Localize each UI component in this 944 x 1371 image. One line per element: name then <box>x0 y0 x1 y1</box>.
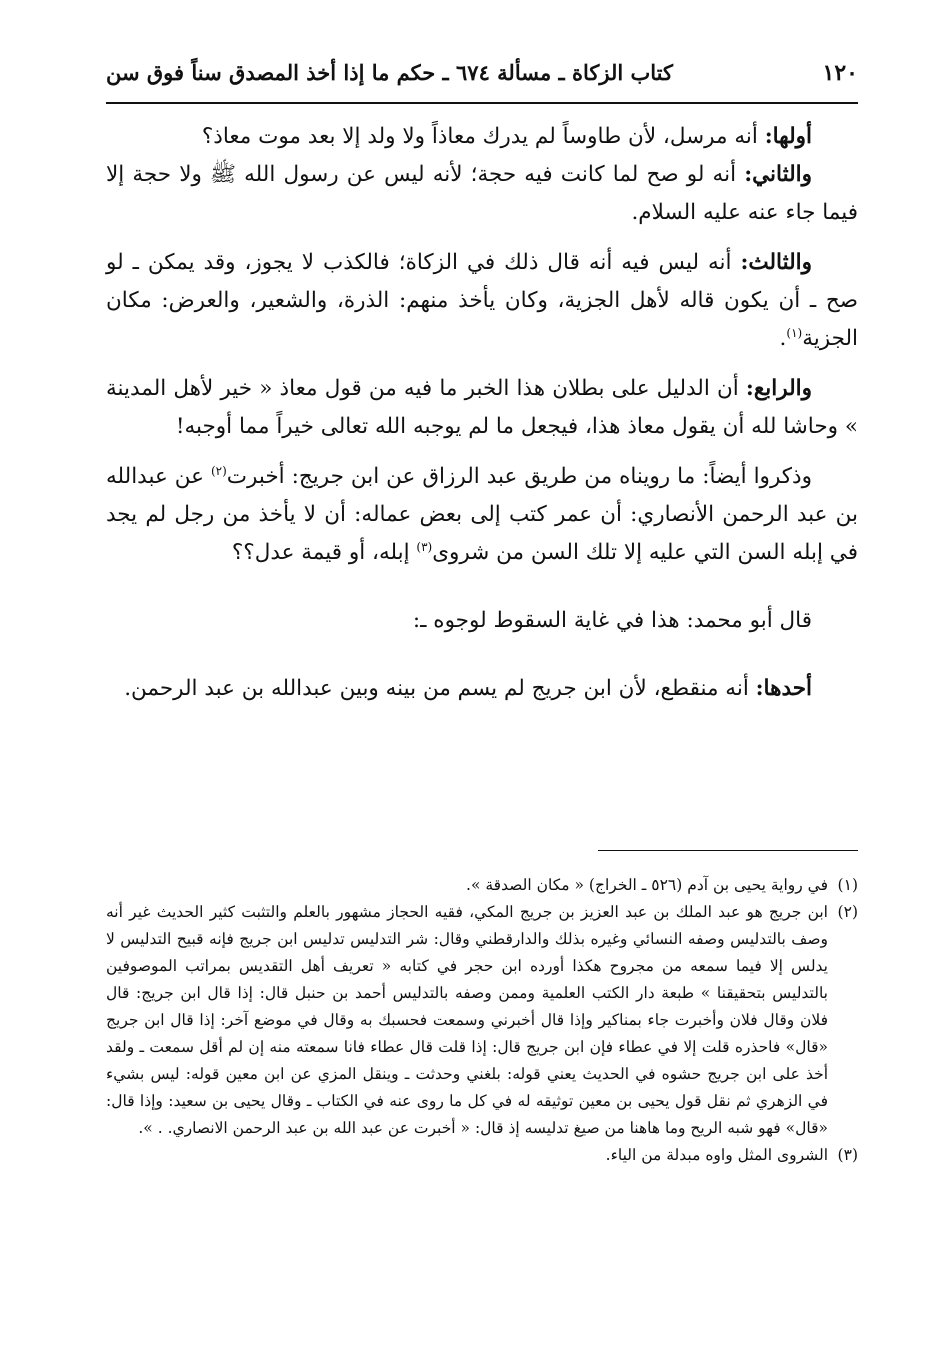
paragraph-narration <box>106 458 858 572</box>
paragraph-fourth-reason <box>106 370 858 446</box>
paragraph-lead: والثالث: <box>740 250 812 275</box>
paragraph-text: قال أبو محمد: هذا في غاية السقوط لوجوه ـ: <box>412 608 812 633</box>
page-header <box>106 58 858 104</box>
footnotes <box>106 872 858 1169</box>
footnote-ref-3[interactable]: (٣) <box>416 539 433 554</box>
main-text <box>106 118 858 708</box>
footnote-1 <box>106 872 858 899</box>
paragraph-text: عن عبدالله بن عبد الرحمن الأنصاري: أن عمر كتب إلى بعض عماله: أن لا يأخذ من رجل لم يجد في إبله السن التي عليه إلا تلك السن من شروى <box>106 464 858 565</box>
paragraph-second-reason <box>106 156 858 232</box>
running-title: كتاب الزكاة ـ مسألة ٦٧٤ ـ حكم ما إذا أخذ المصدق سناً فوق سن <box>106 60 674 85</box>
paragraph-abu-muhammad <box>106 602 858 640</box>
paragraph-lead: والثاني: <box>744 162 812 187</box>
paragraph-text: أنه لو صح لما كانت فيه حجة؛ لأنه ليس عن رسول الله ﷺ ولا حجة إلا فيما جاء عنه عليه السلام. <box>106 162 858 225</box>
paragraph-first-reason <box>106 118 858 156</box>
paragraph-text: أنه مرسل، لأن طاوساً لم يدرك معاذاً ولا ولد إلا بعد موت معاذ؟ <box>201 124 765 149</box>
footnote-ref-2[interactable]: (٢) <box>210 463 227 478</box>
paragraph-text: أنه ليس فيه أنه قال ذلك في الزكاة؛ فالكذب لا يجوز، وقد يمكن ـ لو صح ـ أن يكون قاله لأهل الجزية، وكان يأخذ منهم: الذرة، والشعير، والعرض: مكان الجزية <box>106 250 858 351</box>
footnote-text: في رواية يحيى بن آدم (٥٢٦ ـ الخراج) « مكان الصدقة ». <box>466 876 828 894</box>
paragraph-text: إبله، أو قيمة عدل؟؟ <box>231 540 417 565</box>
footnote-text: الشروى المثل واوه مبدلة من الياء. <box>605 1146 828 1164</box>
paragraph-text: أن الدليل على بطلان هذا الخبر ما فيه من قول معاذ « خير لأهل المدينة » وحاشا لله أن يقول معاذ هذا، فيجعل ما لم يوجبه الله تعالى خيراً مما أوجبه! <box>106 376 858 439</box>
footnote-3 <box>106 1142 858 1169</box>
footnote-divider <box>598 850 858 851</box>
footnote-number: (٣) <box>837 1146 858 1164</box>
paragraph-tail: . <box>779 326 787 351</box>
footnote-2 <box>106 899 858 1142</box>
paragraph-text: وذكروا أيضاً: ما رويناه من طريق عبد الرزاق عن ابن جريج: أخبرت <box>226 464 812 489</box>
paragraph-text: أنه منقطع، لأن ابن جريج لم يسم من بينه وبين عبدالله بن عبد الرحمن. <box>124 676 756 701</box>
footnote-ref-1[interactable]: (١) <box>786 325 803 340</box>
paragraph-third-reason <box>106 244 858 358</box>
paragraph-first-aspect <box>106 670 858 708</box>
paragraph-lead: والرابع: <box>745 376 812 401</box>
footnote-text: ابن جريج هو عبد الملك بن عبد العزيز بن جريج المكي، فقيه الحجاز مشهور بالعلم والتثبت كثير الحديث غير أنه وصف بالتدليس وصفه النسائي وغيره بذلك والدارقطني وقال: شر التدليس تدليس ابن جريج فإنه قبيح التدليس لا يدلس إلا فيما سمعه من مجروح هكذا أورده ابن حجر في كتابه « تعريف أهل التقديس بمراتب الموصوفين بالتدليس بتحقيقنا » طبعة دار الكتب العلمية وممن وصفه بالتدليس أحمد بن حنبل قال: إذا قال ابن جريج: قال فلان وقال فلان وأخبرت جاء بمناكير وإذا قال أخبرني وسمعت فحسبك به وقال في موضع آخر: إذا قال ابن جريج «قال» فاحذره قلت إلا في عطاء فإن ابن جريج قال: إذا قلت قال عطاء فانا سمعته منه إن لم أقل سمعت ـ ولقد أخذ على ابن جريج حشوه في الحديث يعني قوله: بلغني وحدثت ـ وينقل المزي عن ابن معين قوله: ليس بشيء في الزهري ثم نقل قول يحيى بن معين توثيقه له في كل ما روى عنه في الكتاب ـ وقال يحيى بن سعيد: وإذا قال: «قال» فهو شبه الريح وما هاهنا من صيغ تدليسه إذ قال: « أخبرت عن عبد الله بن عبد الرحمن الانصاري. . ». <box>106 903 828 1137</box>
footnote-number: (٢) <box>837 903 858 921</box>
paragraph-lead: أحدها: <box>755 676 812 701</box>
page-number: ١٢٠ <box>822 60 858 86</box>
paragraph-lead: أولها: <box>764 124 812 149</box>
footnote-number: (١) <box>837 876 858 894</box>
